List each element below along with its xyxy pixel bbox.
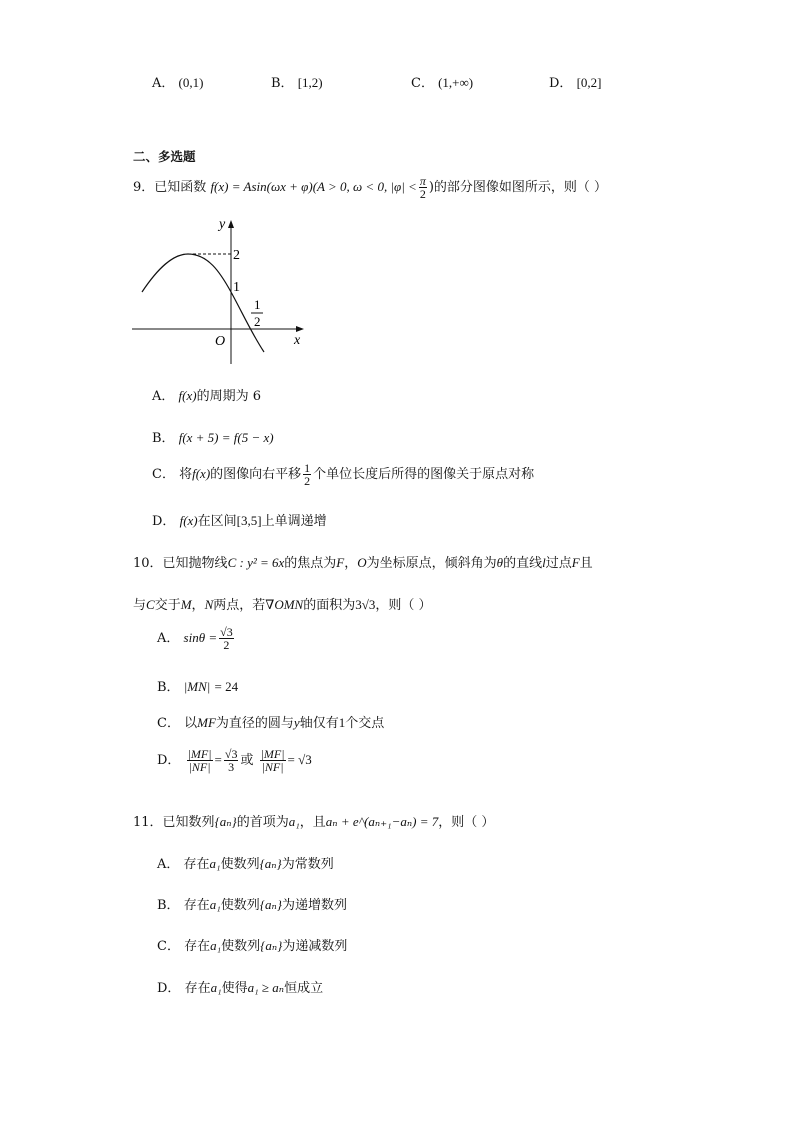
q9-stem-prefix: 已知函数 (154, 180, 207, 195)
q10-stem-line2: 与C交于M，N两点，若∇OMN的面积为3√3，则（ ） (133, 597, 432, 613)
q9-option-c: C． 将f(x)的图像向右平移 $\frac{1}{2}$ 个单位长度后所得的图像关于原点对称 (152, 461, 535, 488)
q11-option-b: B． 存在a₁使数列{aₙ}为递增数列 (157, 897, 347, 913)
q9-option-b: B． f(x + 5) = f(5 − x) (152, 430, 274, 446)
origin-label: O (215, 334, 226, 349)
q10-option-c: C． 以MF为直径的圆与y轴仅有1个交点 (157, 715, 385, 731)
q9-frac: $\frac{\pi}{2}$ (419, 174, 426, 201)
q8-option-b: B． [1,2) (271, 75, 323, 91)
q9-option-d: D． f(x)在区间[3,5]上单调递增 (152, 513, 327, 529)
q9-graph (128, 212, 318, 367)
q9-stem (133, 175, 607, 200)
q11-stem: 11．已知数列{aₙ}的首项为a₁，且aₙ + e^(aₙ₊₁−aₙ) = 7，则（ ） (133, 814, 495, 830)
q11-option-c: C． 存在a₁使数列{aₙ}为递减数列 (157, 938, 348, 954)
q8-option-c: C． (1,+∞) (411, 75, 474, 91)
y-axis-arrow-icon (228, 220, 234, 228)
label-1: 1 (233, 280, 240, 295)
q8-option-a: A． (0,1) (152, 75, 204, 91)
x-axis-arrow-icon (296, 326, 304, 332)
label-2: 2 (233, 248, 240, 263)
x-axis-label: x (294, 333, 301, 348)
label-half-num: 1 (254, 297, 261, 312)
q10-option-b: B． |MN| = 24 (157, 679, 239, 695)
q10-option-d: D． $\frac{|MF|}{|NF|}$ = $\frac{√3}{3}$ 或 $\frac{|MF|}{|NF|}$ = √3 (157, 747, 312, 774)
q11-option-a: A． 存在a₁使数列{aₙ}为常数列 (157, 856, 334, 872)
q9-stem-suffix: )的部分图像如图所示，则（ ） (428, 180, 608, 195)
q10-option-a: A． sinθ = $\frac{√3}{2}$ (157, 625, 233, 652)
q9-option-a: A． f(x)的周期为 6 (152, 388, 261, 404)
q8-option-d: D． [0,2] (549, 75, 602, 91)
q11-option-d: D． 存在a₁使得a₁ ≥ aₙ恒成立 (157, 980, 324, 996)
q9-function: f(x) = Asin(ωx + φ)(A > 0, ω < 0, |φ| < (210, 179, 417, 194)
q9-number: 9． (133, 180, 155, 195)
label-half-den: 2 (254, 314, 261, 329)
section-title: 二、多选题 (133, 149, 196, 164)
y-axis-label: y (219, 217, 226, 232)
q10-stem-line1: 10．已知抛物线C : y² = 6x的焦点为F，O为坐标原点，倾斜角为θ的直线l过点F且 (133, 555, 593, 571)
sine-curve (142, 254, 264, 352)
